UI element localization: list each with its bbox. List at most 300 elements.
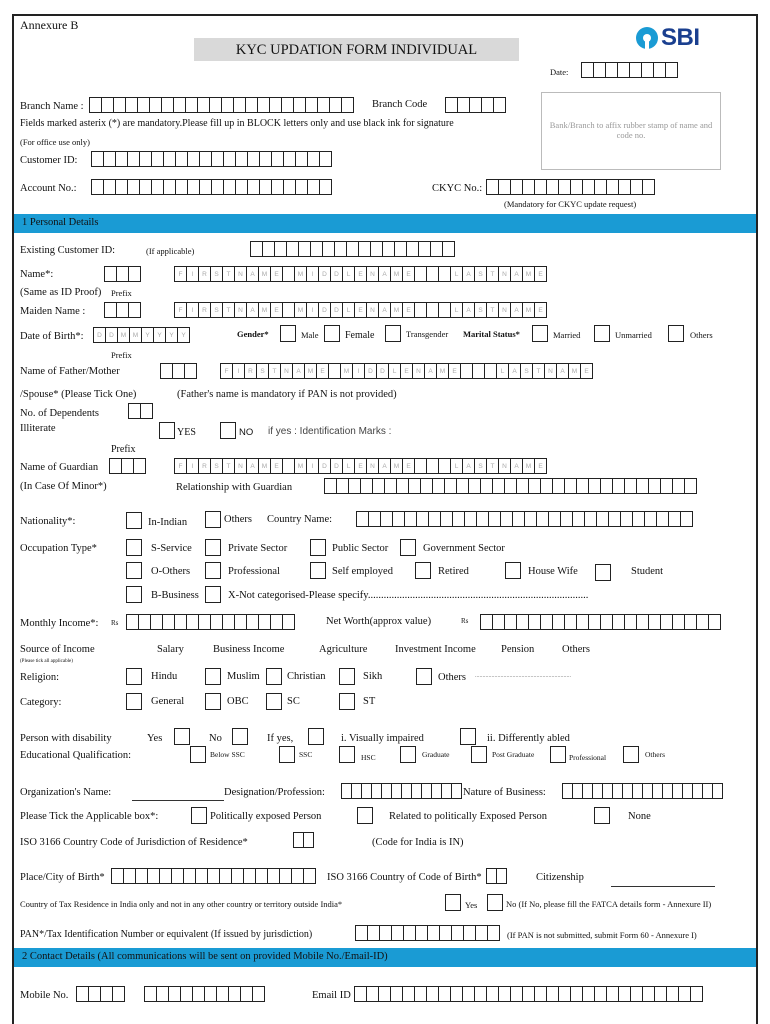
mobile-label: Mobile No. <box>20 990 69 1001</box>
char-box[interactable]: S <box>520 363 533 379</box>
unmarried-checkbox[interactable] <box>594 325 610 342</box>
char-box[interactable]: M <box>522 302 535 318</box>
char-box[interactable]: M <box>294 302 307 318</box>
char-box[interactable]: N <box>234 302 247 318</box>
char-box[interactable]: T <box>222 266 235 282</box>
edu-professional-checkbox[interactable] <box>550 746 566 763</box>
student-checkbox[interactable] <box>595 564 611 581</box>
tax-yes-checkbox[interactable] <box>445 894 461 911</box>
unmarried-label: Unmarried <box>615 330 652 340</box>
char-box[interactable]: T <box>268 363 281 379</box>
designation-label: Designation/Profession: <box>224 787 325 798</box>
char-box[interactable]: T <box>486 458 499 474</box>
married-checkbox[interactable] <box>532 325 548 342</box>
account-no-label: Account No.: <box>20 183 77 194</box>
char-box[interactable]: A <box>246 302 259 318</box>
disability-yes-checkbox[interactable] <box>174 728 190 745</box>
guardian-name-input[interactable] <box>174 458 546 474</box>
char-box[interactable]: N <box>498 266 511 282</box>
private-label: Private Sector <box>228 543 288 554</box>
s-service-checkbox[interactable] <box>126 539 142 556</box>
public-label: Public Sector <box>332 543 389 554</box>
ckyc-note: (Mandatory for CKYC update request) <box>504 199 637 209</box>
disability-label: Person with disability <box>20 733 112 744</box>
char-box[interactable]: N <box>544 363 557 379</box>
char-box[interactable]: E <box>534 458 547 474</box>
char-box[interactable]: A <box>462 266 475 282</box>
maiden-name-label: Maiden Name : <box>20 306 86 317</box>
char-box[interactable] <box>487 925 500 941</box>
place-birth-label: Place/City of Birth* <box>20 872 105 883</box>
char-box[interactable] <box>341 97 354 113</box>
char-box[interactable]: F <box>174 302 187 318</box>
country-name-label: Country Name: <box>267 514 333 525</box>
char-box[interactable]: E <box>534 302 547 318</box>
char-box[interactable]: I <box>306 458 319 474</box>
iso-residence-input[interactable] <box>293 832 313 848</box>
char-box[interactable]: E <box>402 266 415 282</box>
char-box[interactable]: A <box>510 302 523 318</box>
sikh-checkbox[interactable] <box>339 668 355 685</box>
char-box[interactable]: F <box>220 363 233 379</box>
char-box[interactable] <box>708 614 721 630</box>
ssc-label: SSC <box>299 750 313 759</box>
tick-note: (Please tick all applicable) <box>20 659 73 664</box>
citizenship-line[interactable] <box>611 886 715 887</box>
date-input[interactable] <box>581 62 677 78</box>
char-box[interactable]: T <box>222 302 235 318</box>
dob-input[interactable] <box>93 327 189 343</box>
illiterate-yes-checkbox[interactable] <box>159 422 175 439</box>
char-box[interactable]: M <box>294 458 307 474</box>
ckyc-no-input[interactable] <box>486 179 654 195</box>
general-checkbox[interactable] <box>126 693 142 710</box>
name-label: Name*: <box>20 269 54 280</box>
char-box[interactable]: A <box>246 458 259 474</box>
char-box[interactable]: A <box>424 363 437 379</box>
char-box[interactable] <box>184 363 197 379</box>
identification-marks-label: if yes : Identification Marks : <box>268 426 392 437</box>
illiterate-no-checkbox[interactable] <box>220 422 236 439</box>
char-box[interactable]: M <box>117 327 130 343</box>
char-box[interactable]: E <box>580 363 593 379</box>
char-box[interactable]: A <box>462 458 475 474</box>
char-box[interactable]: E <box>402 458 415 474</box>
char-box[interactable]: Y <box>165 327 178 343</box>
guardian-prefix-input[interactable] <box>109 458 145 474</box>
char-box[interactable]: L <box>450 458 463 474</box>
char-box[interactable]: D <box>330 458 343 474</box>
char-box[interactable] <box>319 179 332 195</box>
muslim-checkbox[interactable] <box>205 668 221 685</box>
char-box[interactable]: D <box>93 327 106 343</box>
char-box[interactable] <box>642 179 655 195</box>
edu-others-checkbox[interactable] <box>623 746 639 763</box>
char-box[interactable]: N <box>366 302 379 318</box>
email-label: Email ID <box>312 990 351 1001</box>
x-not-categorised-checkbox[interactable] <box>205 586 221 603</box>
self-employed-label: Self employed <box>332 566 393 577</box>
char-box[interactable]: D <box>318 266 331 282</box>
char-box[interactable]: M <box>258 302 271 318</box>
char-box[interactable]: S <box>474 458 487 474</box>
edu-others-label: Others <box>645 750 665 759</box>
char-box[interactable] <box>451 783 462 799</box>
char-box[interactable]: N <box>366 266 379 282</box>
char-box[interactable]: A <box>246 266 259 282</box>
ssc-checkbox[interactable] <box>279 746 295 763</box>
char-box[interactable]: M <box>390 302 403 318</box>
related-pep-label: Related to politically Exposed Person <box>389 811 548 822</box>
investment-income-label: Investment Income <box>395 644 476 655</box>
monthly-rs-label: Rs <box>111 619 119 627</box>
salary-label: Salary <box>157 644 184 655</box>
networth-label: Net Worth(approx value) <box>326 616 432 627</box>
char-box[interactable]: T <box>486 266 499 282</box>
disability-no-label: No <box>209 733 222 744</box>
char-box[interactable]: T <box>532 363 545 379</box>
char-box[interactable]: A <box>292 363 305 379</box>
char-box[interactable]: R <box>198 458 211 474</box>
char-box[interactable]: M <box>390 458 403 474</box>
char-box[interactable] <box>282 614 295 630</box>
b-business-checkbox[interactable] <box>126 586 142 603</box>
religion-label: Religion: <box>20 672 60 683</box>
name-input[interactable] <box>174 266 546 282</box>
char-box[interactable] <box>665 62 678 78</box>
marital-others-label: Others <box>690 330 713 340</box>
char-box[interactable] <box>684 478 697 494</box>
char-box[interactable]: A <box>378 266 391 282</box>
char-box[interactable]: L <box>450 302 463 318</box>
related-pep-checkbox[interactable] <box>357 807 373 824</box>
father-prefix-input[interactable] <box>160 363 196 379</box>
disability-no-checkbox[interactable] <box>232 728 248 745</box>
char-box[interactable]: N <box>366 458 379 474</box>
dependents-label: No. of Dependents <box>20 408 100 419</box>
gender-label: Gender* <box>237 329 269 339</box>
s-service-label: S-Service <box>151 543 192 554</box>
section-title: 1 Personal Details <box>22 217 99 228</box>
source-income-label: Source of Income <box>20 644 95 655</box>
tax-yes-label: Yes <box>465 900 478 910</box>
char-box[interactable]: E <box>316 363 329 379</box>
male-checkbox[interactable] <box>280 325 296 342</box>
india-code-note: (Code for India is IN) <box>372 837 464 848</box>
student-label: Student <box>631 566 664 577</box>
char-box[interactable]: N <box>498 458 511 474</box>
christian-label: Christian <box>287 671 326 682</box>
name-prefix-input[interactable] <box>104 266 140 282</box>
pension-label: Pension <box>501 644 535 655</box>
char-box[interactable]: L <box>388 363 401 379</box>
section-contact-details <box>14 948 756 967</box>
char-box[interactable]: F <box>174 458 187 474</box>
professional-checkbox[interactable] <box>205 562 221 579</box>
char-box[interactable] <box>303 832 314 848</box>
char-box[interactable] <box>442 241 455 257</box>
maiden-name-input[interactable] <box>174 302 546 318</box>
female-checkbox[interactable] <box>324 325 340 342</box>
self-employed-checkbox[interactable] <box>310 562 326 579</box>
char-box[interactable]: A <box>378 302 391 318</box>
branch-name-label: Branch Name : <box>20 101 84 112</box>
char-box[interactable]: E <box>400 363 413 379</box>
char-box[interactable]: D <box>330 266 343 282</box>
char-box[interactable]: N <box>234 458 247 474</box>
nationality-others-checkbox[interactable] <box>205 511 221 528</box>
char-box[interactable]: I <box>232 363 245 379</box>
govt-checkbox[interactable] <box>400 539 416 556</box>
char-box[interactable]: E <box>402 302 415 318</box>
b-business-label: B-Business <box>151 590 199 601</box>
char-box[interactable]: M <box>304 363 317 379</box>
char-box[interactable] <box>319 151 332 167</box>
org-name-line[interactable] <box>132 800 224 801</box>
christian-checkbox[interactable] <box>266 668 282 685</box>
char-box[interactable]: A <box>510 266 523 282</box>
o-others-label: O-Others <box>151 566 191 577</box>
char-box[interactable]: L <box>342 266 355 282</box>
account-no-input[interactable] <box>91 179 331 195</box>
post-graduate-label: Post Graduate <box>492 750 535 759</box>
transgender-checkbox[interactable] <box>385 325 401 342</box>
office-use-label: (For office use only) <box>20 137 90 147</box>
char-box[interactable]: Y <box>177 327 190 343</box>
char-box[interactable] <box>140 403 153 419</box>
mobile-input[interactable] <box>144 986 264 1002</box>
public-checkbox[interactable] <box>310 539 326 556</box>
nature-business-label: Nature of Business: <box>463 787 546 798</box>
branch-name-input[interactable] <box>89 97 353 113</box>
char-box[interactable]: E <box>270 266 283 282</box>
edu-professional-label: Professional <box>569 753 607 762</box>
char-box[interactable]: N <box>412 363 425 379</box>
char-box[interactable]: L <box>496 363 509 379</box>
pan-note: (If PAN is not submitted, submit Form 60 - Annexure I) <box>507 930 697 940</box>
char-box[interactable]: A <box>378 458 391 474</box>
char-box[interactable]: A <box>510 458 523 474</box>
char-box[interactable]: M <box>522 266 535 282</box>
place-birth-input[interactable] <box>111 868 315 884</box>
branch-code-input[interactable] <box>445 97 505 113</box>
char-box[interactable]: A <box>462 302 475 318</box>
char-box[interactable] <box>303 868 316 884</box>
dependents-input[interactable] <box>128 403 152 419</box>
same-as-id-label: (Same as ID Proof) <box>20 287 102 298</box>
char-box[interactable]: M <box>294 266 307 282</box>
father-name-label: Name of Father/Mother <box>20 366 120 377</box>
char-box[interactable]: M <box>129 327 142 343</box>
char-box[interactable]: S <box>474 266 487 282</box>
char-box[interactable]: I <box>186 458 199 474</box>
retired-label: Retired <box>438 566 469 577</box>
char-box[interactable]: M <box>568 363 581 379</box>
char-box[interactable]: S <box>256 363 269 379</box>
obc-label: OBC <box>227 696 249 707</box>
graduate-checkbox[interactable] <box>400 746 416 763</box>
char-box[interactable]: E <box>354 266 367 282</box>
post-graduate-checkbox[interactable] <box>471 746 487 763</box>
relationship-input[interactable] <box>324 478 696 494</box>
char-box[interactable] <box>496 868 507 884</box>
char-box[interactable]: N <box>234 266 247 282</box>
iso-birth-input[interactable] <box>486 868 506 884</box>
iso-residence-label: ISO 3166 Country Code of Jurisdiction of Residence* <box>20 837 248 848</box>
char-box[interactable]: I <box>352 363 365 379</box>
char-box[interactable]: L <box>342 458 355 474</box>
nationality-others-label: Others <box>224 514 252 525</box>
char-box[interactable]: S <box>210 266 223 282</box>
none-checkbox[interactable] <box>594 807 610 824</box>
char-box[interactable]: E <box>448 363 461 379</box>
char-box[interactable]: D <box>318 302 331 318</box>
char-box[interactable]: R <box>198 266 211 282</box>
customer-id-input[interactable] <box>91 151 331 167</box>
char-box[interactable]: R <box>198 302 211 318</box>
char-box[interactable]: E <box>270 458 283 474</box>
char-box[interactable]: M <box>258 266 271 282</box>
st-checkbox[interactable] <box>339 693 355 710</box>
illiterate-label: Illiterate <box>20 423 56 434</box>
private-checkbox[interactable] <box>205 539 221 556</box>
networth-input[interactable] <box>480 614 720 630</box>
father-name-input[interactable] <box>220 363 592 379</box>
char-box[interactable]: M <box>340 363 353 379</box>
hsc-checkbox[interactable] <box>339 746 355 763</box>
business-income-label: Business Income <box>213 644 285 655</box>
char-box[interactable]: E <box>354 458 367 474</box>
rubber-stamp-box: Bank/Branch to affix rubber stamp of name and code no. <box>541 92 721 170</box>
muslim-label: Muslim <box>227 671 260 682</box>
char-box[interactable] <box>128 302 141 318</box>
sc-checkbox[interactable] <box>266 693 282 710</box>
applicable-box-label: Please Tick the Applicable box*: <box>20 811 159 822</box>
char-box[interactable]: M <box>390 266 403 282</box>
char-box[interactable]: L <box>342 302 355 318</box>
char-box[interactable] <box>680 511 693 527</box>
char-box[interactable]: M <box>522 458 535 474</box>
char-box[interactable]: D <box>105 327 118 343</box>
char-box[interactable]: L <box>450 266 463 282</box>
char-box[interactable]: M <box>436 363 449 379</box>
fatca-note: No (If No, please fill the FATCA details form - Annexure II) <box>506 899 712 909</box>
char-box[interactable] <box>133 458 146 474</box>
email-input[interactable] <box>354 986 702 1002</box>
char-box[interactable]: I <box>306 266 319 282</box>
char-box[interactable]: D <box>376 363 389 379</box>
char-box[interactable]: M <box>258 458 271 474</box>
char-box[interactable] <box>493 97 506 113</box>
retired-checkbox[interactable] <box>415 562 431 579</box>
minor-label: (In Case Of Minor*) <box>20 481 107 492</box>
if-yes-label: If yes, <box>267 733 294 744</box>
disability-yes-label: Yes <box>147 733 163 744</box>
ckyc-no-label: CKYC No.: <box>432 183 483 194</box>
char-box[interactable]: S <box>210 302 223 318</box>
indian-checkbox[interactable] <box>126 512 142 529</box>
char-box[interactable] <box>128 266 141 282</box>
marital-others-checkbox[interactable] <box>668 325 684 342</box>
prefix-label: Prefix <box>111 288 132 298</box>
char-box[interactable]: E <box>270 302 283 318</box>
o-others-checkbox[interactable] <box>126 562 142 579</box>
father-note: (Father's name is mandatory if PAN is not provided) <box>177 389 397 400</box>
housewife-checkbox[interactable] <box>505 562 521 579</box>
below-ssc-label: Below SSC <box>210 750 245 759</box>
agriculture-label: Agriculture <box>319 644 368 655</box>
char-box[interactable] <box>690 986 703 1002</box>
x-not-categorised-label: X-Not categorised-Please specify.................................................................................... <box>228 590 589 601</box>
char-box[interactable]: F <box>174 266 187 282</box>
char-box[interactable]: S <box>210 458 223 474</box>
designation-input[interactable] <box>341 783 461 799</box>
char-box[interactable]: D <box>364 363 377 379</box>
spouse-label: /Spouse* (Please Tick One) <box>20 389 137 400</box>
citizenship-label: Citizenship <box>536 872 584 883</box>
maiden-prefix-input[interactable] <box>104 302 140 318</box>
nature-business-input[interactable] <box>562 783 722 799</box>
iso-birth-label: ISO 3166 Country of Code of Birth* <box>327 872 482 883</box>
char-box[interactable]: E <box>354 302 367 318</box>
st-label: ST <box>363 696 376 707</box>
char-box[interactable]: R <box>244 363 257 379</box>
mobile-code-input[interactable] <box>76 986 124 1002</box>
transgender-label: Transgender <box>406 329 449 339</box>
char-box[interactable]: D <box>330 302 343 318</box>
char-box[interactable]: I <box>186 266 199 282</box>
char-box[interactable] <box>252 986 265 1002</box>
tax-no-checkbox[interactable] <box>487 894 503 911</box>
char-box[interactable]: N <box>498 302 511 318</box>
instructions: Fields marked asterix (*) are mandatory.Please fill up in BLOCK letters only and use black ink for signature <box>20 118 454 129</box>
below-ssc-checkbox[interactable] <box>190 746 206 763</box>
section-title: 2 Contact Details (All communications will be sent on provided Mobile No./Email-ID) <box>22 951 388 962</box>
disability-type-checkbox[interactable] <box>308 728 324 745</box>
sc-label: SC <box>287 696 300 707</box>
visually-impaired-checkbox[interactable] <box>460 728 476 745</box>
char-box[interactable] <box>712 783 723 799</box>
annexure-label: Annexure B <box>20 18 79 32</box>
char-box[interactable]: N <box>280 363 293 379</box>
country-name-input[interactable] <box>356 511 692 527</box>
char-box[interactable] <box>112 986 125 1002</box>
char-box[interactable]: T <box>222 458 235 474</box>
religion-others-checkbox[interactable] <box>416 668 432 685</box>
char-box[interactable]: A <box>556 363 569 379</box>
existing-id-input[interactable] <box>250 241 454 257</box>
obc-checkbox[interactable] <box>205 693 221 710</box>
married-label: Married <box>553 330 581 340</box>
monthly-income-input[interactable] <box>126 614 294 630</box>
hindu-checkbox[interactable] <box>126 668 142 685</box>
char-box[interactable]: D <box>318 458 331 474</box>
customer-id-label: Customer ID: <box>20 155 78 166</box>
char-box[interactable]: Y <box>141 327 154 343</box>
char-box[interactable]: I <box>186 302 199 318</box>
char-box[interactable]: T <box>486 302 499 318</box>
char-box[interactable]: S <box>474 302 487 318</box>
religion-others-label: Others <box>438 672 466 683</box>
pan-input[interactable] <box>355 925 499 941</box>
char-box[interactable]: I <box>306 302 319 318</box>
char-box[interactable]: A <box>508 363 521 379</box>
char-box[interactable]: E <box>534 266 547 282</box>
dob-label: Date of Birth*: <box>20 331 84 342</box>
pep-checkbox[interactable] <box>191 807 207 824</box>
char-box[interactable]: Y <box>153 327 166 343</box>
pan-label: PAN*/Tax Identification Number or equivalent (If issued by jurisdiction) <box>20 929 313 940</box>
